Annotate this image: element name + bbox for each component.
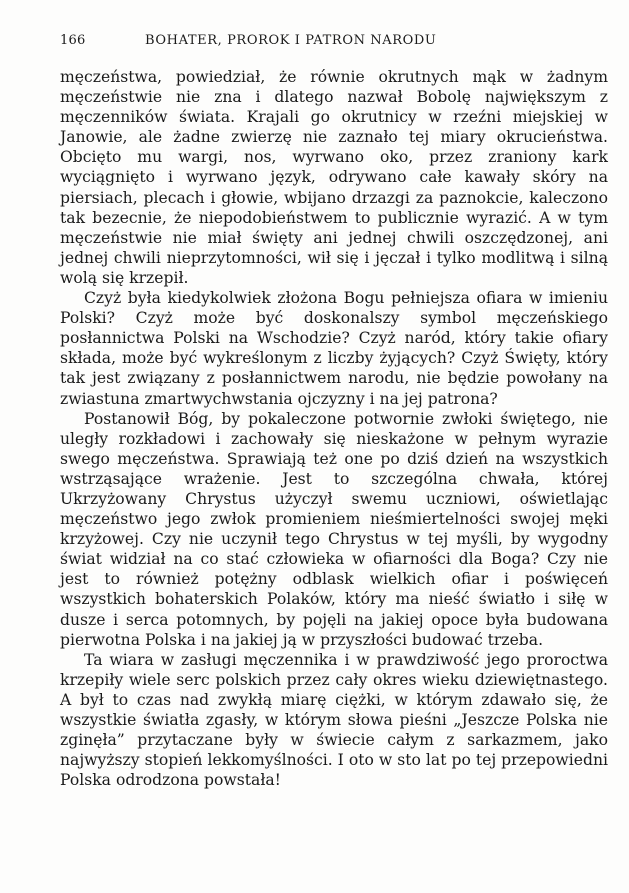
paragraph-1: męczeństwa, powiedział, że równie okrutnych mąk w żadnym męczeństwie nie zna i dlatego nazwał Bobolę największym z męczenników świata. Krajali go okrutnicy w rzeźni miejskiej w Janowie, ale żadne zwierzę nie zaznało tej miary okrucieństwa. Obcięto mu wargi, nos, wyrwano oko, przez zraniony kark wyciągnięto i wyrwano język, odrywano całe kawały skóry na piersiach, plecach i głowie, wbijano drzazgi za paznokcie, kaleczono tak bezecnie, że niepodobieństwem to publicznie wyrazić. A w tym męczeństwie nie miał święty ani jednej chwili oszczędzonej, ani jednej chwili nieprzytomności, wił się i jęczał i tylko modlitwą i silną wolą się krzepił. — [60, 68, 608, 287]
body-text — [60, 67, 608, 790]
paragraph-4: Ta wiara w zasługi męczennika i w prawdziwość jego proroctwa krzepiły wiele serc polskich przez cały okres wieku dziewiętnastego. A był to czas nad zwykłą miarę ciężki, w którym zdawało się, że wszystkie światła zgasły, w którym słowa pieśni „Jeszcze Polska nie zginęła” przytaczane były w świecie całym z sarkazmem, jako najwyższy stopień lekkomyślności. I oto w sto lat po tej przepowiedni Polska odrodzona powstała! — [60, 650, 608, 790]
paragraph-3: Postanowił Bóg, by pokaleczone potwornie zwłoki świętego, nie uległy rozkładowi i zachowały się nieskażone w pełnym wyrazie swego męczeństwa. Sprawiają też one po dziś dzień na wszystkich wstrząsające wrażenie. Jest to szczególna chwała, której Ukrzyżowany Chrystus użyczył swemu uczniowi, oświetlając męczeństwo jego zwłok promieniem nieśmiertelności swojej męki krzyżowej. Czy nie uczynił tego Chrystus w tej myśli, by wygodny świat widział na co stać człowieka w ofiarności dla Boga? Czy nie jest to również potężny odblask wielkich ofiar i poświęceń wszystkich bohaterskich Polaków, który ma nieść światło i siłę w dusze i serca potomnych, by pojęli na jakiej opoce była budowana pierwotna Polska i na jakiej ją w przyszłości budować trzeba. — [60, 409, 608, 649]
running-title: BOHATER, PROROK I PATRON NARODU — [145, 33, 437, 48]
page-number: 166 — [60, 33, 86, 48]
paragraph-2: Czyż była kiedykolwiek złożona Bogu pełniejsza ofiara w imieniu Polski? Czyż może być doskonalszy symbol męczeńskiego posłannictwa Polski na Wschodzie? Czyż naród, który takie ofiary składa, może być wykreślonym z liczby żyjących? Czyż Święty, który tak jest związany z posłannictwem narodu, nie będzie powołany na zwiastuna zmartwychwstania ojczyzny i na jej patrona? — [60, 289, 608, 408]
page-header — [60, 33, 610, 53]
